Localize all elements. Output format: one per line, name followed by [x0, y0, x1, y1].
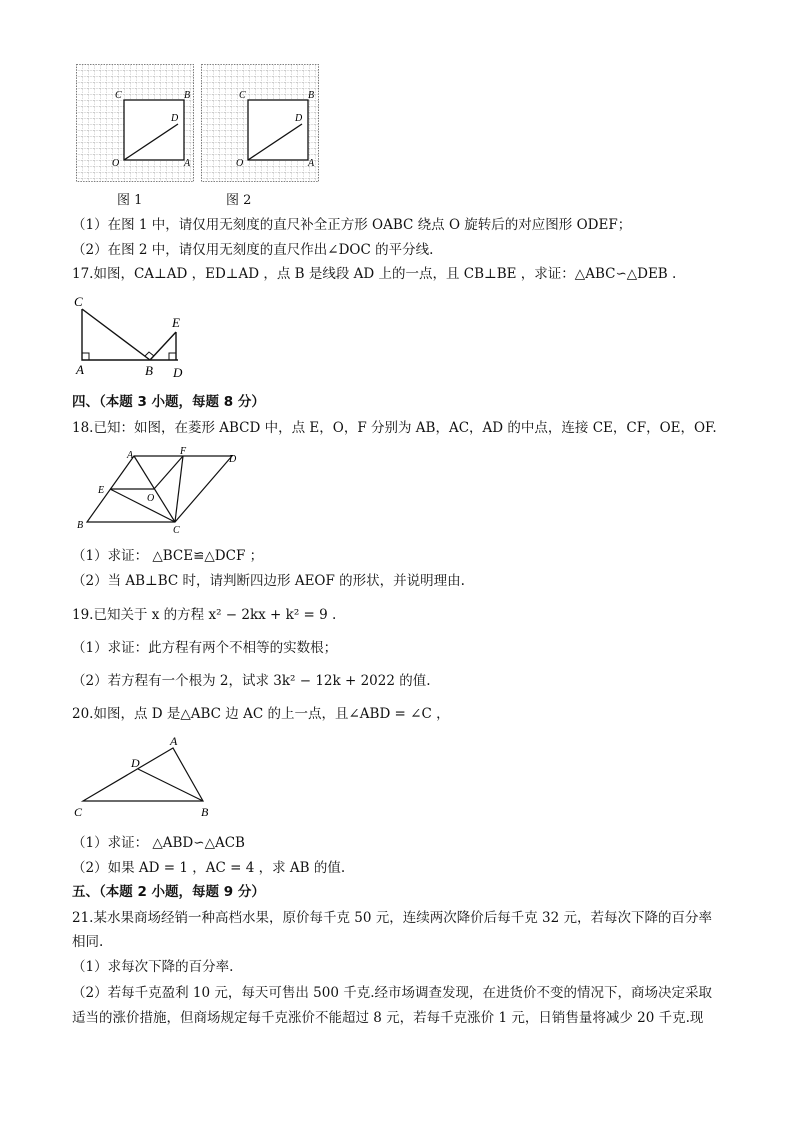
label-D: D	[131, 756, 140, 770]
q17-figure	[70, 292, 200, 382]
label-F: F	[180, 446, 187, 457]
q16-part2: （2）在图 2 中，请仅用无刻度的直尺作出∠DOC 的平分线.	[72, 242, 434, 258]
section-5-title: 五、（本题 2 小题，每题 9 分）	[72, 884, 265, 900]
q16-part1: （1）在图 1 中，请仅用无刻度的直尺补全正方形 OABC 绕点 O 旋转后的对应图形 ODEF；	[72, 217, 632, 233]
label-C: C	[173, 525, 180, 536]
section-4-title: 四、（本题 3 小题，每题 8 分）	[72, 394, 265, 410]
label-A: A	[308, 158, 315, 169]
label-A: A	[170, 734, 178, 748]
q20-part2: （2）如果 AD = 1 ，AC = 4 ，求 AB 的值.	[72, 860, 346, 876]
q18-part1: （1）求证： △BCE≌△DCF ；	[72, 548, 264, 564]
label-C: C	[239, 90, 246, 101]
label-D: D	[173, 365, 183, 380]
q19-part1: （1）求证：此方程有两个不相等的实数根；	[72, 640, 338, 656]
label-A: A	[127, 450, 134, 461]
q17-statement: 17.如图，CA⊥AD ，ED⊥AD ，点 B 是线段 AD 上的一点，且 CB⊥BE ，求证：△ABC∽△DEB .	[72, 266, 677, 282]
label-D: D	[171, 113, 179, 124]
label-O: O	[236, 158, 244, 169]
figure-2-grid	[201, 64, 319, 182]
label-O: O	[147, 493, 155, 504]
label-E: E	[98, 485, 105, 496]
label-O: O	[112, 158, 120, 169]
label-D: D	[295, 113, 303, 124]
q21-part2-line2: 适当的涨价措施，但商场规定每千克涨价不能超过 8 元，若每千克涨价 1 元，日销售量将减少 20 千克.现	[72, 1010, 704, 1026]
label-D: D	[229, 454, 237, 465]
q20-part1: （1）求证： △ABD∽△ACB	[72, 835, 245, 851]
label-A: A	[184, 158, 191, 169]
q19-part2: （2）若方程有一个根为 2，试求 3k² − 12k + 2022 的值.	[72, 673, 431, 689]
q21-part1: （1）求每次下降的百分率.	[72, 959, 234, 975]
q20-statement: 20.如图，点 D 是△ABC 边 AC 的上一点，且∠ABD = ∠C ，	[72, 706, 450, 722]
label-C: C	[115, 90, 122, 101]
label-E: E	[172, 315, 180, 330]
q21-line2: 相同.	[72, 934, 104, 950]
q18-part2: （2）当 AB⊥BC 时，请判断四边形 AEOF 的形状，并说明理由.	[72, 573, 465, 589]
q18-figure	[70, 446, 250, 536]
q18-statement: 18.已知：如图，在菱形 ABCD 中，点 E，O，F 分别为 AB，AC，AD 的中点，连接 CE，CF，OE，OF.	[72, 420, 717, 436]
figure-2-caption: 图 2	[226, 193, 252, 208]
q19-statement: 19.已知关于 x 的方程 x² − 2kx + k² = 9 .	[72, 607, 337, 623]
label-C: C	[74, 294, 83, 309]
figure-1-caption: 图 1	[117, 193, 143, 208]
figure-1-grid	[76, 64, 194, 182]
label-B: B	[201, 805, 209, 819]
q20-figure	[70, 732, 220, 824]
label-C: C	[74, 805, 83, 819]
label-B: B	[308, 90, 315, 101]
label-A: A	[76, 362, 84, 377]
label-B: B	[145, 363, 153, 378]
label-B: B	[184, 90, 191, 101]
q21-line1: 21.某水果商场经销一种高档水果，原价每千克 50 元，连续两次降价后每千克 32 元，若每次下降的百分率	[72, 910, 712, 926]
q21-part2-line1: （2）若每千克盈利 10 元，每天可售出 500 千克.经市场调查发现，在进货价不变的情况下，商场决定采取	[72, 985, 712, 1001]
label-B: B	[77, 520, 84, 531]
